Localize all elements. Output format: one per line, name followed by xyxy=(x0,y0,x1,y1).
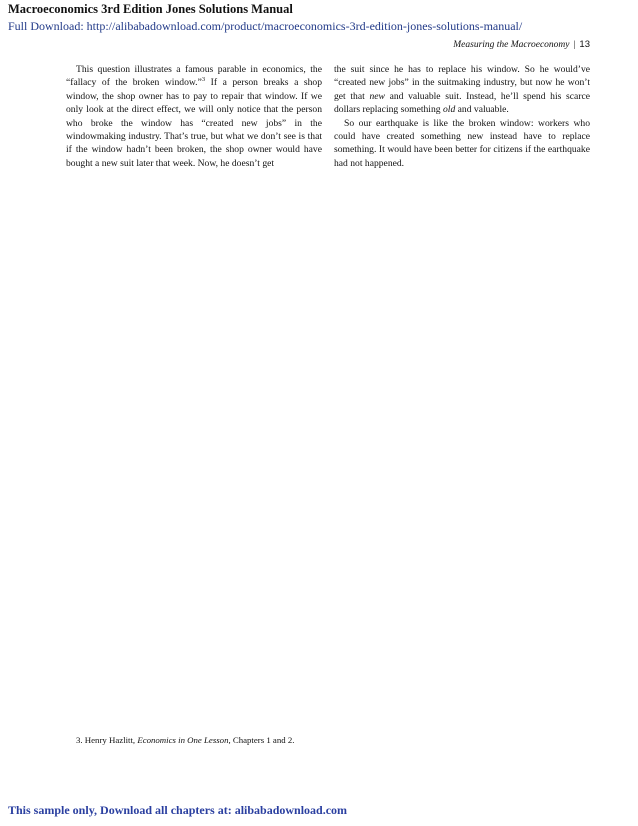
emphasis-old: old xyxy=(442,104,456,116)
right-column xyxy=(334,63,590,170)
document-title: Macroeconomics 3rd Edition Jones Solutions Manual xyxy=(8,2,293,16)
page-number: 13 xyxy=(579,39,590,50)
download-link[interactable]: http://alibabadownload.com/product/macroeconomics-3rd-edition-jones-solutions-manual/ xyxy=(86,19,523,33)
emphasis-new: new xyxy=(369,90,385,102)
footnote-suffix: , Chapters 1 and 2. xyxy=(228,735,295,745)
right-text-part-1: the suit since he has to replace his window. So he would’ve “created new jobs” in the suitmaking industry, but now he won’t get that xyxy=(334,64,590,102)
download-line xyxy=(8,19,522,34)
download-banner[interactable]: This sample only, Download all chapters at: alibabadownload.com xyxy=(8,803,348,817)
download-label: Full Download: xyxy=(8,19,87,33)
running-head xyxy=(453,39,590,50)
right-text-part-3: and valuable. xyxy=(455,104,509,116)
right-paragraph-continued xyxy=(334,63,590,117)
running-head-separator: | xyxy=(573,40,576,50)
left-column xyxy=(66,63,322,170)
footnote-reference[interactable]: 3 xyxy=(201,76,206,84)
chapter-title: Measuring the Macroeconomy xyxy=(453,40,570,50)
footnote-prefix: 3. Henry Hazlitt, xyxy=(76,735,138,745)
left-text-end: If a person breaks a shop window, the shop owner has to pay to repair that window. If we only look at the direct effect, we will only notice that the person who broke the window has “created new jobs” in the windowmaking industry. That’s true, but what we don’t see is that if the window hadn’t been broken, the shop owner would have bought a new suit later that week. Now, he doesn’t get xyxy=(66,77,323,169)
right-text-part-2: and valuable suit. Instead, he’ll spend his scarce dollars replacing something xyxy=(334,90,590,116)
left-text-start: This question illustrates a famous parable in economics, the “fallacy of the broken window.” xyxy=(66,64,322,89)
footnote xyxy=(76,735,294,745)
footnote-book-title: Economics in One Lesson xyxy=(137,735,229,745)
left-paragraph xyxy=(66,63,322,170)
right-paragraph-2: So our earthquake is like the broken window: workers who could have created something new instead have to replace something. It would have been better for citizens if the earthquake had not happened. xyxy=(334,117,590,169)
